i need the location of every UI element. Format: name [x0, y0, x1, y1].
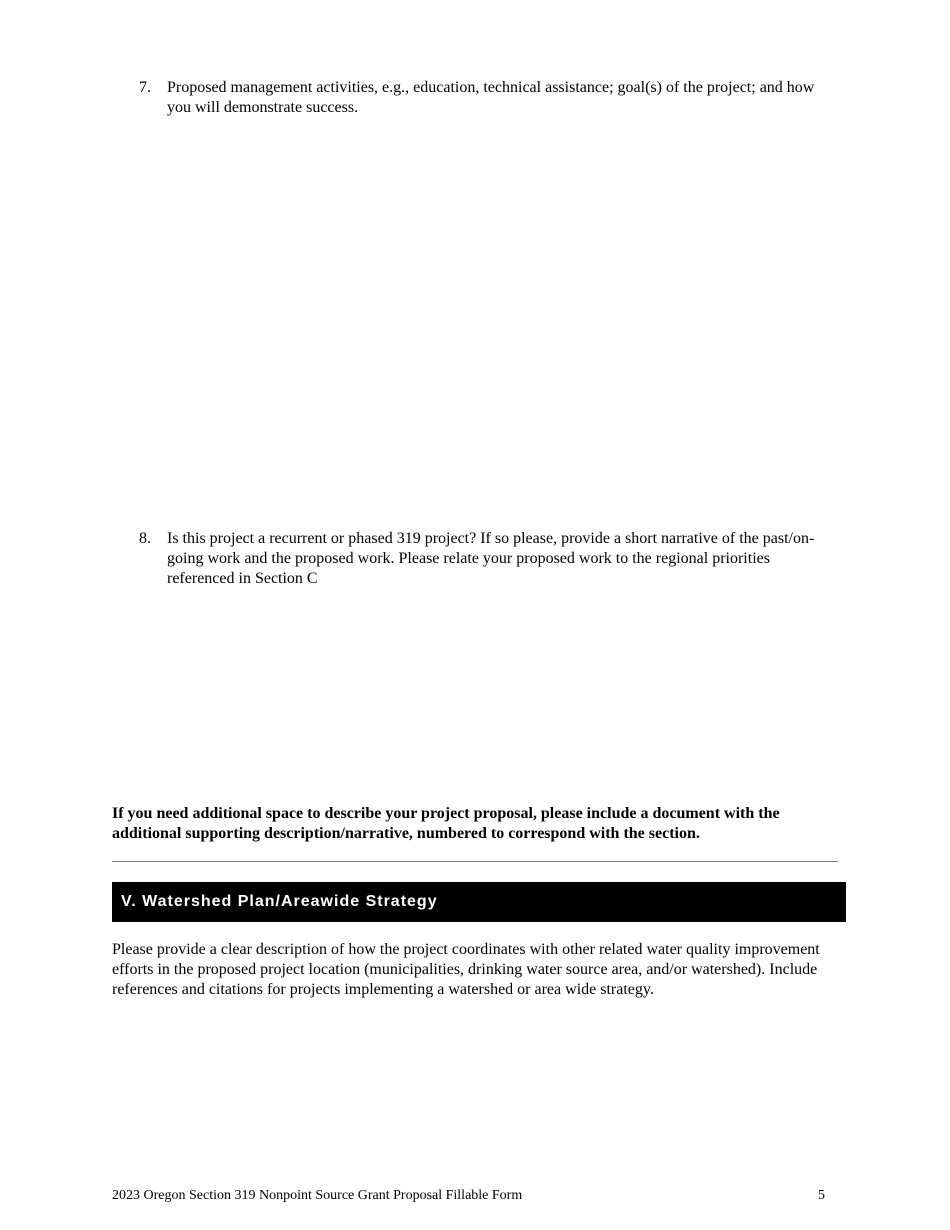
footer-form-title: 2023 Oregon Section 319 Nonpoint Source Grant Proposal Fillable Form	[112, 1188, 523, 1203]
footer-page-number: 5	[818, 1188, 825, 1203]
question-8-response-field[interactable]	[167, 592, 837, 788]
question-7	[139, 78, 839, 118]
section-5-response-field[interactable]	[112, 1006, 838, 1166]
additional-space-note: If you need additional space to describe your project proposal, please include a document with the additional supporting description/narrative, numbered to correspond with the section.	[112, 805, 780, 842]
question-7-response-field[interactable]	[167, 122, 837, 517]
question-7-text: Proposed management activities, e.g., education, technical assistance; goal(s) of the project; and how you will demonstrate success.	[167, 79, 815, 116]
section-5-description: Please provide a clear description of how the project coordinates with other related water quality improvement efforts in the proposed project location (municipalities, drinking water source area, and/or watershed). Include references and citations for projects implementing a watershed or area wide strategy.	[112, 941, 820, 998]
section-5-heading: V. Watershed Plan/Areawide Strategy	[112, 882, 846, 922]
question-7-number: 7.	[139, 79, 151, 96]
question-8-text: Is this project a recurrent or phased 319 project? If so please, provide a short narrative of the past/on-going work and the proposed work. Please relate your proposed work to the regional priorities referenced in Section C	[167, 530, 815, 587]
question-8	[139, 529, 839, 589]
question-8-number: 8.	[139, 530, 151, 547]
section-divider	[112, 861, 838, 862]
